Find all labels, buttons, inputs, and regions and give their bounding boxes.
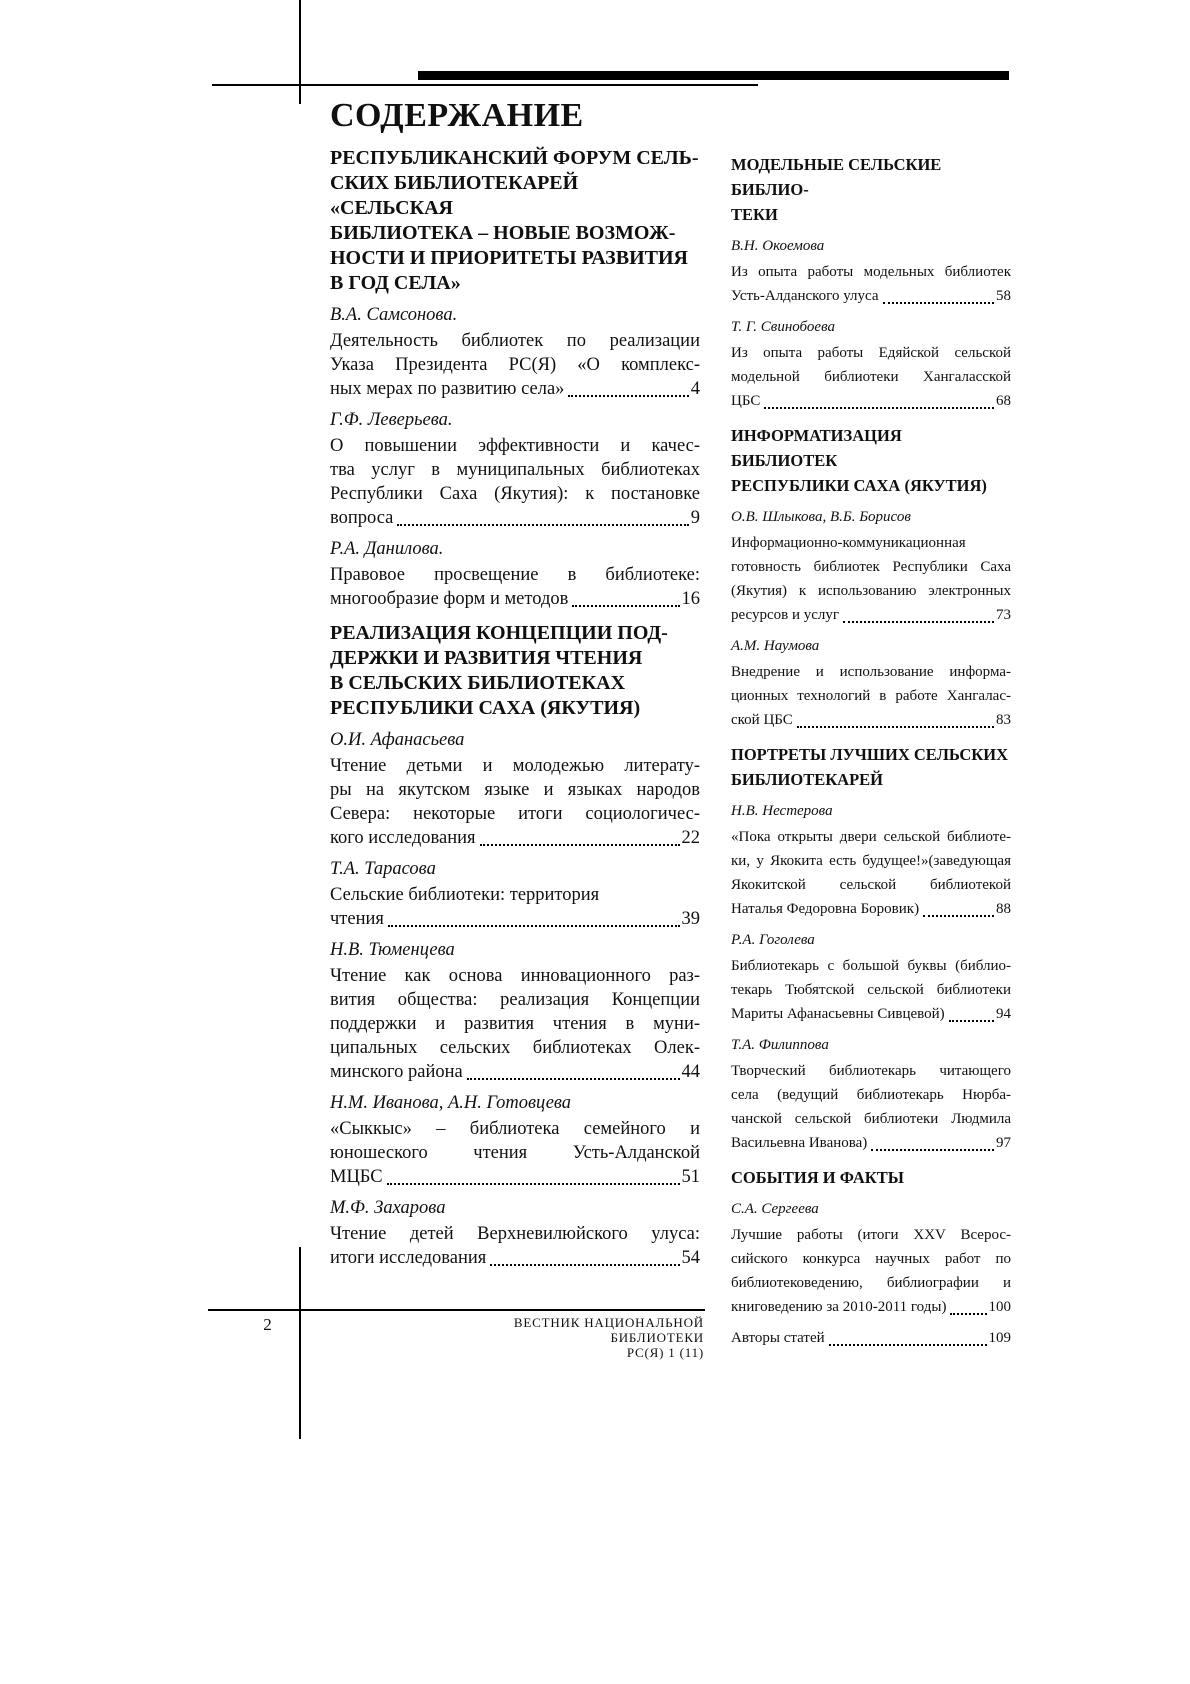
entry-last-line: [330, 907, 700, 931]
entry-page-number: 109: [988, 1330, 1011, 1346]
entry-authors: Т. Г. Свинобоева: [731, 319, 835, 335]
section-heading-line: ДЕРЖКИ И РАЗВИТИЯ ЧТЕНИЯ: [330, 647, 643, 669]
entry-authors: Т.А. Филиппова: [731, 1037, 829, 1053]
section-heading: [731, 423, 1011, 498]
entry-body-line: Внедрение и использование информа-: [731, 664, 1011, 680]
page-title: СОДЕРЖАНИЕ: [330, 97, 584, 134]
toc-entry: [731, 634, 1011, 732]
entry-last-line: [731, 603, 1011, 627]
entry-tail: ресурсов и услуг: [731, 607, 840, 623]
toc-entry: [330, 1091, 700, 1189]
toc-entry: [330, 938, 700, 1084]
section-heading-line: ПОРТРЕТЫ ЛУЧШИХ СЕЛЬСКИХ: [731, 745, 1009, 764]
page-number: 2: [263, 1315, 273, 1334]
section-heading-line: БИБЛИОТЕКАРЕЙ: [731, 770, 884, 789]
entry-authors: С.А. Сергеева: [731, 1201, 819, 1217]
toc-entry: [330, 537, 700, 611]
leader-dots: [883, 302, 994, 304]
entry-last-line: [330, 826, 700, 850]
toc-entry: [731, 1033, 1011, 1155]
entry-last-line: [330, 1246, 700, 1270]
entry-body-line: ки, у Якокита есть будущее!»(заведующая: [731, 853, 1011, 869]
entry-tail: Авторы статей: [731, 1330, 825, 1346]
entry-last-line: [731, 708, 1011, 732]
entry-page-number: 39: [681, 909, 700, 929]
section-heading-line: РЕАЛИЗАЦИЯ КОНЦЕПЦИИ ПОД-: [330, 622, 668, 644]
entry-tail: Васильевна Иванова): [731, 1135, 868, 1151]
journal-imprint-line: РС(Я) 1 (11): [626, 1345, 704, 1360]
entry-body-line: Сельские библиотеки: территория: [330, 885, 600, 905]
leader-dots: [467, 1078, 680, 1080]
entry-authors: О.В. Шлыкова, В.Б. Борисов: [731, 509, 911, 525]
entry-body-line: ционных технологий в работе Хангалас-: [731, 688, 1011, 704]
entry-tail: ЦБС: [731, 393, 761, 409]
entry-body-line: сийского конкурса научных работ по: [731, 1251, 1011, 1267]
leader-dots: [480, 844, 680, 846]
leader-dots: [950, 1313, 986, 1315]
footer-rule: [208, 1309, 705, 1311]
entry-authors: Н.М. Иванова, А.Н. Готовцева: [330, 1093, 572, 1113]
entry-last-line: [731, 284, 1011, 308]
entry-page-number: 88: [996, 901, 1011, 917]
leader-dots: [568, 395, 688, 397]
entry-body-line: села (ведущий библиотекарь Нюрба-: [731, 1087, 1011, 1103]
entry-tail: кого исследования: [330, 828, 476, 848]
section-heading-line: РЕСПУБЛИКАНСКИЙ ФОРУМ СЕЛЬ-: [330, 147, 699, 169]
entry-body-line: Лучшие работы (итоги XXV Всерос-: [731, 1227, 1011, 1243]
entry-tail: многообразие форм и методов: [330, 589, 569, 609]
leader-dots: [490, 1264, 679, 1266]
entry-body-line: юношеского чтения Усть-Алданской: [330, 1143, 700, 1163]
section-heading: [731, 742, 1011, 792]
entry-page-number: 9: [690, 508, 700, 528]
entry-body-line: Правовое просвещение в библиотеке:: [330, 565, 700, 585]
toc-entry: [731, 505, 1011, 627]
leader-dots: [572, 605, 679, 607]
section-heading: [731, 152, 1011, 227]
toc-entry: [330, 303, 700, 401]
toc-column-left: [330, 0, 700, 1277]
leader-dots: [764, 407, 994, 409]
toc-column-right: [731, 0, 1011, 1357]
entry-page-number: 83: [996, 712, 1011, 728]
section-heading-line: В СЕЛЬСКИХ БИБЛИОТЕКАХ: [330, 672, 626, 694]
entry-authors: Р.А. Гоголева: [731, 932, 815, 948]
entry-body-line: Из опыта работы Едяйской сельской: [731, 345, 1011, 361]
leader-dots: [829, 1344, 987, 1346]
entry-body-line: Творческий библиотекарь читающего: [731, 1063, 1011, 1079]
entry-body-line: библиотековедению, библиографии и: [731, 1275, 1011, 1291]
entry-body-line: тва услуг в муниципальных библиотеках: [330, 460, 700, 480]
footer-crop-mark-vertical: [299, 1247, 301, 1439]
section-heading-line: ТЕКИ: [731, 205, 778, 224]
entry-page-number: 94: [996, 1006, 1011, 1022]
entry-body-line: чанской сельской библиотеки Людмила: [731, 1111, 1011, 1127]
toc-entry: [731, 315, 1011, 413]
toc-entry: [731, 799, 1011, 921]
entry-page-number: 51: [681, 1167, 700, 1187]
entry-body-line: «Сыккыс» – библиотека семейного и: [330, 1119, 700, 1139]
entry-body-line: Из опыта работы модельных библиотек: [731, 264, 1011, 280]
entry-body-line: модельной библиотеки Хангаласской: [731, 369, 1011, 385]
entry-page-number: 100: [988, 1299, 1011, 1315]
entry-body-line: Севера: некоторые итоги социологичес-: [330, 804, 700, 824]
entry-tail: Наталья Федоровна Боровик): [731, 901, 920, 917]
entry-last-line: [731, 389, 1011, 413]
entry-body-line: Указа Президента РС(Я) «О комплекс-: [330, 355, 700, 375]
entry-page-number: 58: [996, 288, 1011, 304]
entry-authors: М.Ф. Захарова: [330, 1198, 446, 1218]
entry-last-line: [731, 1131, 1011, 1155]
toc-entry: [731, 928, 1011, 1026]
toc-entry: [330, 728, 700, 850]
journal-imprint: [430, 1315, 704, 1360]
leader-dots: [923, 915, 994, 917]
entry-page-number: 73: [996, 607, 1011, 623]
entry-authors: О.И. Афанасьева: [330, 730, 465, 750]
entry-last-line: [731, 1295, 1011, 1319]
entry-last-line: [330, 1060, 700, 1084]
entry-authors: В.Н. Окоемова: [731, 238, 825, 254]
journal-imprint-line: БИБЛИОТЕКИ: [610, 1330, 704, 1345]
entry-last-line: [330, 377, 700, 401]
entry-tail: минского района: [330, 1062, 463, 1082]
entry-tail: чтения: [330, 909, 384, 929]
entry-body-line: Библиотекарь с большой буквы (библио-: [731, 958, 1011, 974]
entry-last-line: [330, 1165, 700, 1189]
leader-dots: [397, 524, 688, 526]
entry-body-line: Республики Саха (Якутия): к постановке: [330, 484, 700, 504]
leader-dots: [949, 1020, 994, 1022]
entry-body-line: Чтение детьми и молодежью литерату-: [330, 756, 700, 776]
section-heading-line: СОБЫТИЯ И ФАКТЫ: [731, 1168, 904, 1187]
entry-authors: В.А. Самсонова.: [330, 305, 458, 325]
section-heading-line: РЕСПУБЛИКИ САХА (ЯКУТИЯ): [731, 476, 987, 495]
entry-tail: итоги исследования: [330, 1248, 487, 1268]
entry-body-line: Информационно-коммуникационная: [731, 535, 966, 551]
entry-body-line: ципальных сельских библиотеках Олек-: [330, 1038, 700, 1058]
entry-authors: Н.В. Тюменцева: [330, 940, 455, 960]
entry-authors: Н.В. Нестерова: [731, 803, 833, 819]
leader-dots: [843, 621, 994, 623]
section-heading-line: РЕСПУБЛИКИ САХА (ЯКУТИЯ): [330, 697, 641, 719]
toc-entry: [330, 408, 700, 530]
entry-tail: вопроса: [330, 508, 394, 528]
section-heading: [330, 621, 700, 721]
entry-body-line: (Якутия) к использованию электронных: [731, 583, 1011, 599]
entry-page-number: 16: [681, 589, 700, 609]
section-heading-line: ИНФОРМАТИЗАЦИЯ БИБЛИОТЕК: [731, 426, 902, 470]
entry-last-line: [731, 1326, 1011, 1350]
leader-dots: [797, 726, 994, 728]
entry-body-line: Якокитской сельской библиотекой: [731, 877, 1011, 893]
entry-tail: Мариты Афанасьевны Сивцевой): [731, 1006, 945, 1022]
leader-dots: [387, 1183, 680, 1185]
section-heading-line: СКИХ БИБЛИОТЕКАРЕЙ «СЕЛЬСКАЯ: [330, 172, 579, 219]
entry-body-line: готовность библиотек Республики Саха: [731, 559, 1011, 575]
entry-page-number: 4: [690, 379, 700, 399]
section-heading: [330, 146, 700, 296]
entry-last-line: [330, 506, 700, 530]
leader-dots: [388, 925, 680, 927]
entry-body-line: поддержки и развития чтения в муни-: [330, 1014, 700, 1034]
entry-body-line: О повышении эффективности и качес-: [330, 436, 700, 456]
entry-tail: ской ЦБС: [731, 712, 793, 728]
entry-body-line: текарь Тюбятской сельской библиотеки: [731, 982, 1011, 998]
entry-body-line: Чтение детей Верхневилюйского улуса:: [330, 1224, 700, 1244]
toc-entry: [731, 1326, 1011, 1350]
section-heading-line: В ГОД СЕЛА»: [330, 272, 461, 294]
section-heading-line: МОДЕЛЬНЫЕ СЕЛЬСКИЕ БИБЛИО-: [731, 155, 942, 199]
entry-tail: МЦБС: [330, 1167, 383, 1187]
entry-last-line: [330, 587, 700, 611]
entry-page-number: 68: [996, 393, 1011, 409]
entry-body-line: вития общества: реализация Концепции: [330, 990, 700, 1010]
entry-authors: Р.А. Данилова.: [330, 539, 444, 559]
entry-body-line: Чтение как основа инновационного раз-: [330, 966, 700, 986]
entry-tail: книговедению за 2010-2011 годы): [731, 1299, 947, 1315]
entry-page-number: 54: [681, 1248, 700, 1268]
section-heading-line: БИБЛИОТЕКА – НОВЫЕ ВОЗМОЖ-: [330, 222, 676, 244]
toc-entry: [330, 857, 700, 931]
entry-last-line: [731, 897, 1011, 921]
toc-entry: [731, 234, 1011, 308]
entry-authors: Т.А. Тарасова: [330, 859, 436, 879]
toc-entry: [731, 1197, 1011, 1319]
entry-tail: ных мерах по развитию села»: [330, 379, 565, 399]
top-crop-mark-vertical: [299, 0, 301, 104]
entry-body-line: Деятельность библиотек по реализации: [330, 331, 700, 351]
entry-last-line: [731, 1002, 1011, 1026]
section-heading-line: НОСТИ И ПРИОРИТЕТЫ РАЗВИТИЯ: [330, 247, 688, 269]
entry-tail: Усть-Алданского улуса: [731, 288, 879, 304]
leader-dots: [871, 1149, 994, 1151]
entry-page-number: 44: [681, 1062, 700, 1082]
entry-body-line: «Пока открыты двери сельской библиоте-: [731, 829, 1011, 845]
entry-page-number: 22: [681, 828, 700, 848]
entry-authors: А.М. Наумова: [731, 638, 820, 654]
journal-imprint-line: ВЕСТНИК НАЦИОНАЛЬНОЙ: [513, 1315, 704, 1330]
entry-page-number: 97: [996, 1135, 1011, 1151]
toc-entry: [330, 1196, 700, 1270]
entry-authors: Г.Ф. Леверьева.: [330, 410, 453, 430]
section-heading: [731, 1165, 1011, 1190]
entry-body-line: ры на якутском языке и языках народов: [330, 780, 700, 800]
